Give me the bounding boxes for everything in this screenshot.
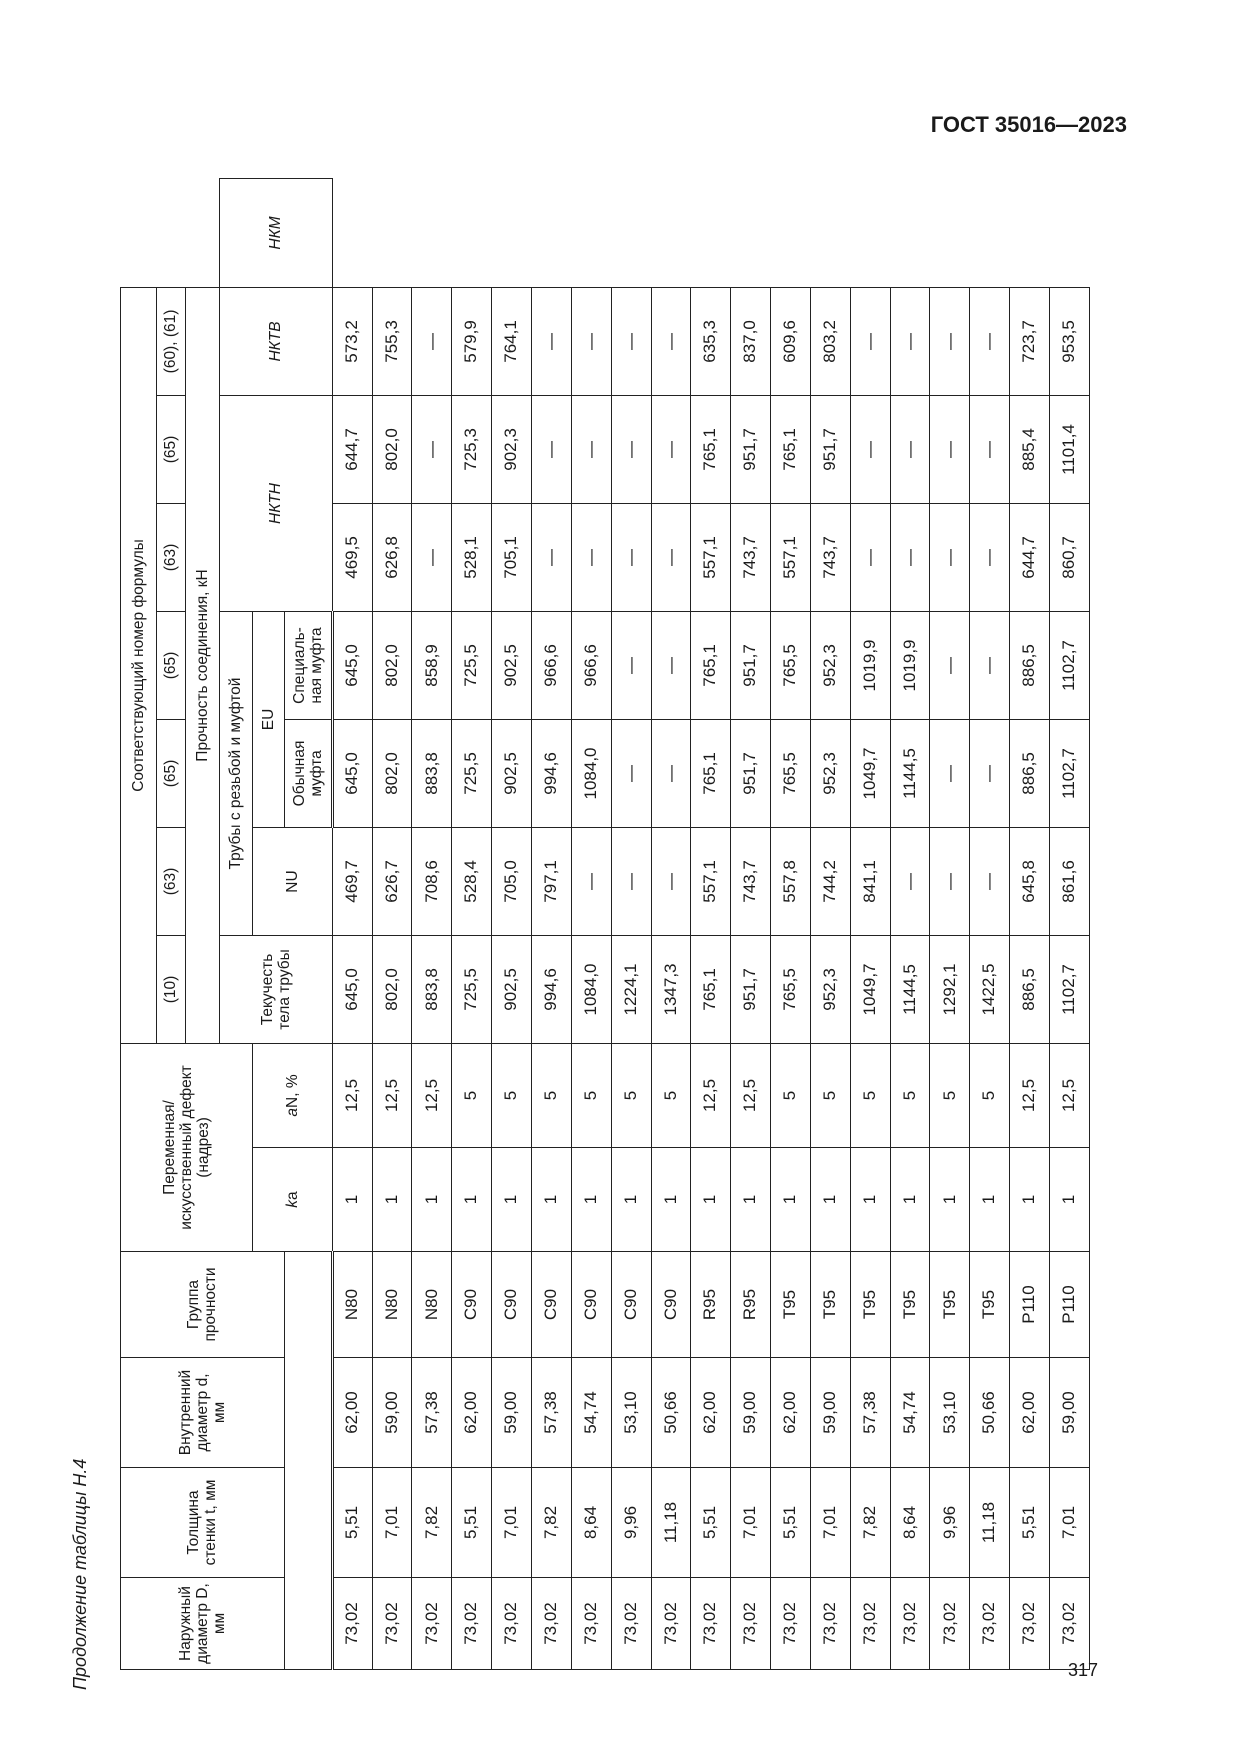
cell-D: 73,02 xyxy=(970,1578,1010,1670)
cell-D: 73,02 xyxy=(452,1578,492,1670)
data-table xyxy=(120,178,1090,1670)
cell-eu1: 645,0 xyxy=(332,719,372,827)
cell-d: 54,74 xyxy=(890,1358,930,1468)
cell-eu2: 1019,9 xyxy=(890,611,930,719)
cell-nu: 743,7 xyxy=(731,827,771,935)
cell-eu1: 725,5 xyxy=(452,719,492,827)
table-continuation-caption: Продолжение таблицы Н.4 xyxy=(70,1458,90,1690)
cell-nkm: — xyxy=(930,287,970,395)
cell-group: C90 xyxy=(452,1252,492,1358)
header-yield-body: Текучесть тела трубы xyxy=(219,935,332,1043)
cell-eu1: 886,5 xyxy=(1010,719,1050,827)
cell-D: 73,02 xyxy=(651,1578,691,1670)
cell-group: R95 xyxy=(691,1252,731,1358)
table-row xyxy=(850,179,890,1670)
cell-y: 1102,7 xyxy=(1049,935,1089,1043)
cell-D: 73,02 xyxy=(771,1578,811,1670)
cell-an: 5 xyxy=(970,1043,1010,1147)
cell-an: 5 xyxy=(810,1043,850,1147)
cell-eu2: 951,7 xyxy=(731,611,771,719)
cell-nktv: — xyxy=(651,395,691,503)
cell-d: 62,00 xyxy=(771,1358,811,1468)
cell-d: 59,00 xyxy=(1049,1358,1089,1468)
cell-an: 5 xyxy=(651,1043,691,1147)
cell-eu2: 725,5 xyxy=(452,611,492,719)
cell-y: 645,0 xyxy=(332,935,372,1043)
table-row xyxy=(332,179,372,1670)
table-row xyxy=(771,179,811,1670)
cell-D: 73,02 xyxy=(890,1578,930,1670)
header-threaded-coupled: Трубы с резьбой и муфтой xyxy=(219,611,253,935)
cell-eu2: 645,0 xyxy=(332,611,372,719)
cell-group: N80 xyxy=(412,1252,452,1358)
cell-group: P110 xyxy=(1049,1252,1089,1358)
cell-nkm: 635,3 xyxy=(691,287,731,395)
cell-nu: 557,8 xyxy=(771,827,811,935)
cell-t: 5,51 xyxy=(1010,1468,1050,1578)
cell-ka: 1 xyxy=(691,1148,731,1252)
table-row xyxy=(970,179,1010,1670)
cell-an: 5 xyxy=(571,1043,611,1147)
formula-number: (65) xyxy=(156,611,185,719)
formula-number: (65) xyxy=(156,395,185,503)
cell-ka: 1 xyxy=(970,1148,1010,1252)
cell-y: 994,6 xyxy=(532,935,572,1043)
cell-eu2: 902,5 xyxy=(492,611,532,719)
cell-y: 802,0 xyxy=(372,935,412,1043)
header-nu: NU xyxy=(253,827,333,935)
cell-eu2: 765,5 xyxy=(771,611,811,719)
header-regular-coupling: Обычная муфта xyxy=(284,719,332,827)
cell-d: 59,00 xyxy=(731,1358,771,1468)
cell-ka: 1 xyxy=(810,1148,850,1252)
cell-eu1: — xyxy=(930,719,970,827)
cell-eu2: 1019,9 xyxy=(850,611,890,719)
cell-nu: — xyxy=(611,827,651,935)
cell-ka: 1 xyxy=(532,1148,572,1252)
cell-d: 62,00 xyxy=(691,1358,731,1468)
cell-nktn: 743,7 xyxy=(810,503,850,611)
cell-y: 952,3 xyxy=(810,935,850,1043)
cell-an: 5 xyxy=(890,1043,930,1147)
cell-y: 1224,1 xyxy=(611,935,651,1043)
cell-d: 57,38 xyxy=(532,1358,572,1468)
cell-nktn: — xyxy=(611,503,651,611)
cell-t: 5,51 xyxy=(691,1468,731,1578)
header-ka: ka xyxy=(253,1148,333,1252)
cell-nu: — xyxy=(651,827,691,935)
cell-an: 12,5 xyxy=(372,1043,412,1147)
cell-nktn: 626,8 xyxy=(372,503,412,611)
cell-nktv: — xyxy=(532,395,572,503)
cell-eu1: 952,3 xyxy=(810,719,850,827)
table-row xyxy=(571,179,611,1670)
cell-nu: 797,1 xyxy=(532,827,572,935)
cell-nktn: 557,1 xyxy=(691,503,731,611)
cell-ka: 1 xyxy=(771,1148,811,1252)
cell-nktv: — xyxy=(412,395,452,503)
cell-nktn: — xyxy=(412,503,452,611)
cell-d: 53,10 xyxy=(930,1358,970,1468)
cell-y: 725,5 xyxy=(452,935,492,1043)
cell-y: 902,5 xyxy=(492,935,532,1043)
header-strength-group: Группа прочности xyxy=(121,1252,285,1358)
header-blank xyxy=(284,1252,332,1670)
cell-eu1: 802,0 xyxy=(372,719,412,827)
cell-eu1: 902,5 xyxy=(492,719,532,827)
cell-group: C90 xyxy=(492,1252,532,1358)
cell-an: 12,5 xyxy=(1010,1043,1050,1147)
cell-nktv: 902,3 xyxy=(492,395,532,503)
cell-group: C90 xyxy=(611,1252,651,1358)
cell-nkm: 755,3 xyxy=(372,287,412,395)
cell-nktv: — xyxy=(571,395,611,503)
table-row xyxy=(810,179,850,1670)
cell-nktv: 951,7 xyxy=(731,395,771,503)
cell-group: C90 xyxy=(532,1252,572,1358)
table-row xyxy=(532,179,572,1670)
cell-t: 11,18 xyxy=(970,1468,1010,1578)
cell-nkm: — xyxy=(571,287,611,395)
cell-nkm: 953,5 xyxy=(1049,287,1089,395)
cell-group: N80 xyxy=(372,1252,412,1358)
cell-nktn: — xyxy=(532,503,572,611)
cell-d: 54,74 xyxy=(571,1358,611,1468)
header-an: aN, % xyxy=(253,1043,333,1147)
cell-nktn: 743,7 xyxy=(731,503,771,611)
rotated-table-wrapper xyxy=(120,178,1090,1670)
header-connection-strength: Прочность соединения, кН xyxy=(186,287,220,1043)
cell-nktn: 860,7 xyxy=(1049,503,1089,611)
cell-d: 62,00 xyxy=(1010,1358,1050,1468)
cell-d: 53,10 xyxy=(611,1358,651,1468)
cell-eu2: 966,6 xyxy=(532,611,572,719)
formula-number: (10) xyxy=(156,935,185,1043)
cell-y: 1144,5 xyxy=(890,935,930,1043)
cell-group: C90 xyxy=(651,1252,691,1358)
cell-D: 73,02 xyxy=(412,1578,452,1670)
cell-group: T95 xyxy=(890,1252,930,1358)
table-row xyxy=(452,179,492,1670)
cell-nu: 528,4 xyxy=(452,827,492,935)
cell-t: 7,01 xyxy=(731,1468,771,1578)
cell-y: 883,8 xyxy=(412,935,452,1043)
table-row xyxy=(611,179,651,1670)
cell-y: 765,5 xyxy=(771,935,811,1043)
cell-eu2: 886,5 xyxy=(1010,611,1050,719)
cell-an: 5 xyxy=(771,1043,811,1147)
cell-t: 9,96 xyxy=(611,1468,651,1578)
cell-D: 73,02 xyxy=(332,1578,372,1670)
cell-nkm: 609,6 xyxy=(771,287,811,395)
cell-nktv: 1101,4 xyxy=(1049,395,1089,503)
cell-nktv: 802,0 xyxy=(372,395,412,503)
cell-nktn: — xyxy=(890,503,930,611)
header-nktv: НКТВ xyxy=(219,287,332,395)
cell-nkm: 803,2 xyxy=(810,287,850,395)
cell-nkm: 723,7 xyxy=(1010,287,1050,395)
cell-nu: — xyxy=(930,827,970,935)
cell-nktn: — xyxy=(651,503,691,611)
cell-eu1: 951,7 xyxy=(731,719,771,827)
cell-t: 7,82 xyxy=(850,1468,890,1578)
cell-D: 73,02 xyxy=(850,1578,890,1670)
cell-group: T95 xyxy=(810,1252,850,1358)
table-row xyxy=(492,179,532,1670)
cell-ka: 1 xyxy=(571,1148,611,1252)
cell-t: 7,01 xyxy=(372,1468,412,1578)
cell-nktn: 557,1 xyxy=(771,503,811,611)
cell-nu: 861,6 xyxy=(1049,827,1089,935)
cell-t: 7,82 xyxy=(532,1468,572,1578)
table-row xyxy=(372,179,412,1670)
cell-nu: 557,1 xyxy=(691,827,731,935)
cell-D: 73,02 xyxy=(930,1578,970,1670)
cell-nu: 626,7 xyxy=(372,827,412,935)
cell-nktv: — xyxy=(970,395,1010,503)
cell-an: 5 xyxy=(930,1043,970,1147)
page-number: 317 xyxy=(1068,1660,1099,1680)
cell-eu2: 966,6 xyxy=(571,611,611,719)
cell-group: T95 xyxy=(930,1252,970,1358)
cell-t: 7,01 xyxy=(492,1468,532,1578)
cell-group: P110 xyxy=(1010,1252,1050,1358)
cell-eu2: — xyxy=(651,611,691,719)
cell-y: 1292,1 xyxy=(930,935,970,1043)
formula-number: (63) xyxy=(156,503,185,611)
table-row xyxy=(691,179,731,1670)
cell-nkm: 579,9 xyxy=(452,287,492,395)
cell-t: 7,01 xyxy=(810,1468,850,1578)
cell-ka: 1 xyxy=(850,1148,890,1252)
table-row xyxy=(930,179,970,1670)
cell-nktv: 725,3 xyxy=(452,395,492,503)
cell-ka: 1 xyxy=(1049,1148,1089,1252)
cell-nktv: — xyxy=(850,395,890,503)
cell-eu1: 765,1 xyxy=(691,719,731,827)
table-row xyxy=(890,179,930,1670)
cell-eu1: — xyxy=(970,719,1010,827)
header-nktn: НКТН xyxy=(219,395,332,611)
cell-nu: 841,1 xyxy=(850,827,890,935)
cell-nkm: — xyxy=(611,287,651,395)
cell-nu: 469,7 xyxy=(332,827,372,935)
cell-an: 5 xyxy=(452,1043,492,1147)
table-row xyxy=(1049,179,1089,1670)
cell-D: 73,02 xyxy=(1049,1578,1089,1670)
cell-eu1: 994,6 xyxy=(532,719,572,827)
cell-ka: 1 xyxy=(1010,1148,1050,1252)
cell-d: 50,66 xyxy=(651,1358,691,1468)
cell-t: 5,51 xyxy=(771,1468,811,1578)
cell-nkm: 764,1 xyxy=(492,287,532,395)
cell-d: 50,66 xyxy=(970,1358,1010,1468)
cell-group: C90 xyxy=(571,1252,611,1358)
cell-eu1: — xyxy=(611,719,651,827)
cell-eu2: — xyxy=(930,611,970,719)
cell-eu1: 883,8 xyxy=(412,719,452,827)
cell-t: 7,01 xyxy=(1049,1468,1089,1578)
cell-y: 951,7 xyxy=(731,935,771,1043)
cell-eu1: 765,5 xyxy=(771,719,811,827)
cell-d: 59,00 xyxy=(372,1358,412,1468)
cell-y: 1084,0 xyxy=(571,935,611,1043)
cell-nktv: — xyxy=(890,395,930,503)
cell-D: 73,02 xyxy=(731,1578,771,1670)
cell-nktn: — xyxy=(930,503,970,611)
cell-D: 73,02 xyxy=(532,1578,572,1670)
cell-group: T95 xyxy=(970,1252,1010,1358)
document-code: ГОСТ 35016—2023 xyxy=(930,112,1127,137)
cell-d: 57,38 xyxy=(850,1358,890,1468)
cell-group: N80 xyxy=(332,1252,372,1358)
cell-an: 12,5 xyxy=(731,1043,771,1147)
cell-nktn: — xyxy=(970,503,1010,611)
cell-ka: 1 xyxy=(332,1148,372,1252)
cell-an: 5 xyxy=(850,1043,890,1147)
cell-group: T95 xyxy=(850,1252,890,1358)
cell-eu2: 765,1 xyxy=(691,611,731,719)
cell-nkm: — xyxy=(532,287,572,395)
cell-nkm: — xyxy=(850,287,890,395)
cell-d: 57,38 xyxy=(412,1358,452,1468)
header-formula-row: Соответствующий номер формулы xyxy=(121,287,157,1043)
formula-number: (65) xyxy=(156,719,185,827)
cell-eu1: 1049,7 xyxy=(850,719,890,827)
cell-ka: 1 xyxy=(452,1148,492,1252)
cell-eu1: 1084,0 xyxy=(571,719,611,827)
cell-y: 1049,7 xyxy=(850,935,890,1043)
cell-t: 5,51 xyxy=(332,1468,372,1578)
table-row xyxy=(651,179,691,1670)
cell-y: 765,1 xyxy=(691,935,731,1043)
cell-t: 8,64 xyxy=(571,1468,611,1578)
cell-ka: 1 xyxy=(651,1148,691,1252)
cell-D: 73,02 xyxy=(810,1578,850,1670)
cell-t: 9,96 xyxy=(930,1468,970,1578)
table-row xyxy=(1010,179,1050,1670)
cell-nkm: — xyxy=(970,287,1010,395)
cell-an: 12,5 xyxy=(691,1043,731,1147)
cell-nktn: 705,1 xyxy=(492,503,532,611)
cell-nktv: 951,7 xyxy=(810,395,850,503)
cell-nktv: 885,4 xyxy=(1010,395,1050,503)
cell-nu: 645,8 xyxy=(1010,827,1050,935)
cell-nu: 705,0 xyxy=(492,827,532,935)
cell-nktv: 644,7 xyxy=(332,395,372,503)
header-nkm: НКМ xyxy=(219,179,332,288)
cell-ka: 1 xyxy=(611,1148,651,1252)
cell-nkm: — xyxy=(651,287,691,395)
cell-an: 5 xyxy=(492,1043,532,1147)
cell-nu: — xyxy=(890,827,930,935)
cell-y: 886,5 xyxy=(1010,935,1050,1043)
cell-an: 12,5 xyxy=(412,1043,452,1147)
table-row xyxy=(731,179,771,1670)
cell-nu: 744,2 xyxy=(810,827,850,935)
cell-t: 7,82 xyxy=(412,1468,452,1578)
cell-eu2: 858,9 xyxy=(412,611,452,719)
cell-nktv: — xyxy=(611,395,651,503)
cell-ka: 1 xyxy=(890,1148,930,1252)
cell-an: 5 xyxy=(532,1043,572,1147)
cell-eu1: — xyxy=(651,719,691,827)
cell-eu2: 802,0 xyxy=(372,611,412,719)
header-special-coupling: Специаль- ная муфта xyxy=(284,611,332,719)
cell-D: 73,02 xyxy=(611,1578,651,1670)
cell-nkm: 837,0 xyxy=(731,287,771,395)
cell-eu2: — xyxy=(611,611,651,719)
cell-nktv: 765,1 xyxy=(771,395,811,503)
cell-nktn: — xyxy=(850,503,890,611)
header-inner-diameter: Внутренний диаметр d, мм xyxy=(121,1358,285,1468)
cell-d: 59,00 xyxy=(492,1358,532,1468)
cell-ka: 1 xyxy=(412,1148,452,1252)
cell-ka: 1 xyxy=(372,1148,412,1252)
cell-t: 11,18 xyxy=(651,1468,691,1578)
cell-y: 1422,5 xyxy=(970,935,1010,1043)
cell-group: T95 xyxy=(771,1252,811,1358)
cell-ka: 1 xyxy=(731,1148,771,1252)
cell-D: 73,02 xyxy=(571,1578,611,1670)
cell-eu2: — xyxy=(970,611,1010,719)
cell-an: 5 xyxy=(611,1043,651,1147)
cell-t: 5,51 xyxy=(452,1468,492,1578)
cell-D: 73,02 xyxy=(372,1578,412,1670)
cell-y: 1347,3 xyxy=(651,935,691,1043)
cell-nktn: 644,7 xyxy=(1010,503,1050,611)
cell-nktn: 528,1 xyxy=(452,503,492,611)
header-eu: EU xyxy=(253,611,284,827)
cell-nkm: — xyxy=(412,287,452,395)
cell-nu: — xyxy=(970,827,1010,935)
header-outer-diameter: Наружный диаметр D, мм xyxy=(121,1578,285,1670)
cell-nktv: 765,1 xyxy=(691,395,731,503)
cell-nkm: 573,2 xyxy=(332,287,372,395)
cell-D: 73,02 xyxy=(492,1578,532,1670)
cell-an: 12,5 xyxy=(332,1043,372,1147)
cell-nktn: 469,5 xyxy=(332,503,372,611)
cell-group: R95 xyxy=(731,1252,771,1358)
cell-t: 8,64 xyxy=(890,1468,930,1578)
cell-d: 62,00 xyxy=(452,1358,492,1468)
cell-an: 12,5 xyxy=(1049,1043,1089,1147)
header-defect: Переменная/ искусственный дефект (надрез) xyxy=(121,1043,253,1251)
header-wall-thickness: Толщина стенки t, мм xyxy=(121,1468,285,1578)
cell-nu: 708,6 xyxy=(412,827,452,935)
cell-nktv: — xyxy=(930,395,970,503)
cell-nktn: — xyxy=(571,503,611,611)
cell-ka: 1 xyxy=(492,1148,532,1252)
cell-d: 59,00 xyxy=(810,1358,850,1468)
cell-D: 73,02 xyxy=(691,1578,731,1670)
cell-eu1: 1102,7 xyxy=(1049,719,1089,827)
cell-eu2: 952,3 xyxy=(810,611,850,719)
cell-D: 73,02 xyxy=(1010,1578,1050,1670)
cell-nu: — xyxy=(571,827,611,935)
cell-eu2: 1102,7 xyxy=(1049,611,1089,719)
table-row xyxy=(412,179,452,1670)
formula-number: (63) xyxy=(156,827,185,935)
cell-nkm: — xyxy=(890,287,930,395)
cell-d: 62,00 xyxy=(332,1358,372,1468)
formula-number: (60), (61) xyxy=(156,287,185,395)
cell-ka: 1 xyxy=(930,1148,970,1252)
cell-eu1: 1144,5 xyxy=(890,719,930,827)
